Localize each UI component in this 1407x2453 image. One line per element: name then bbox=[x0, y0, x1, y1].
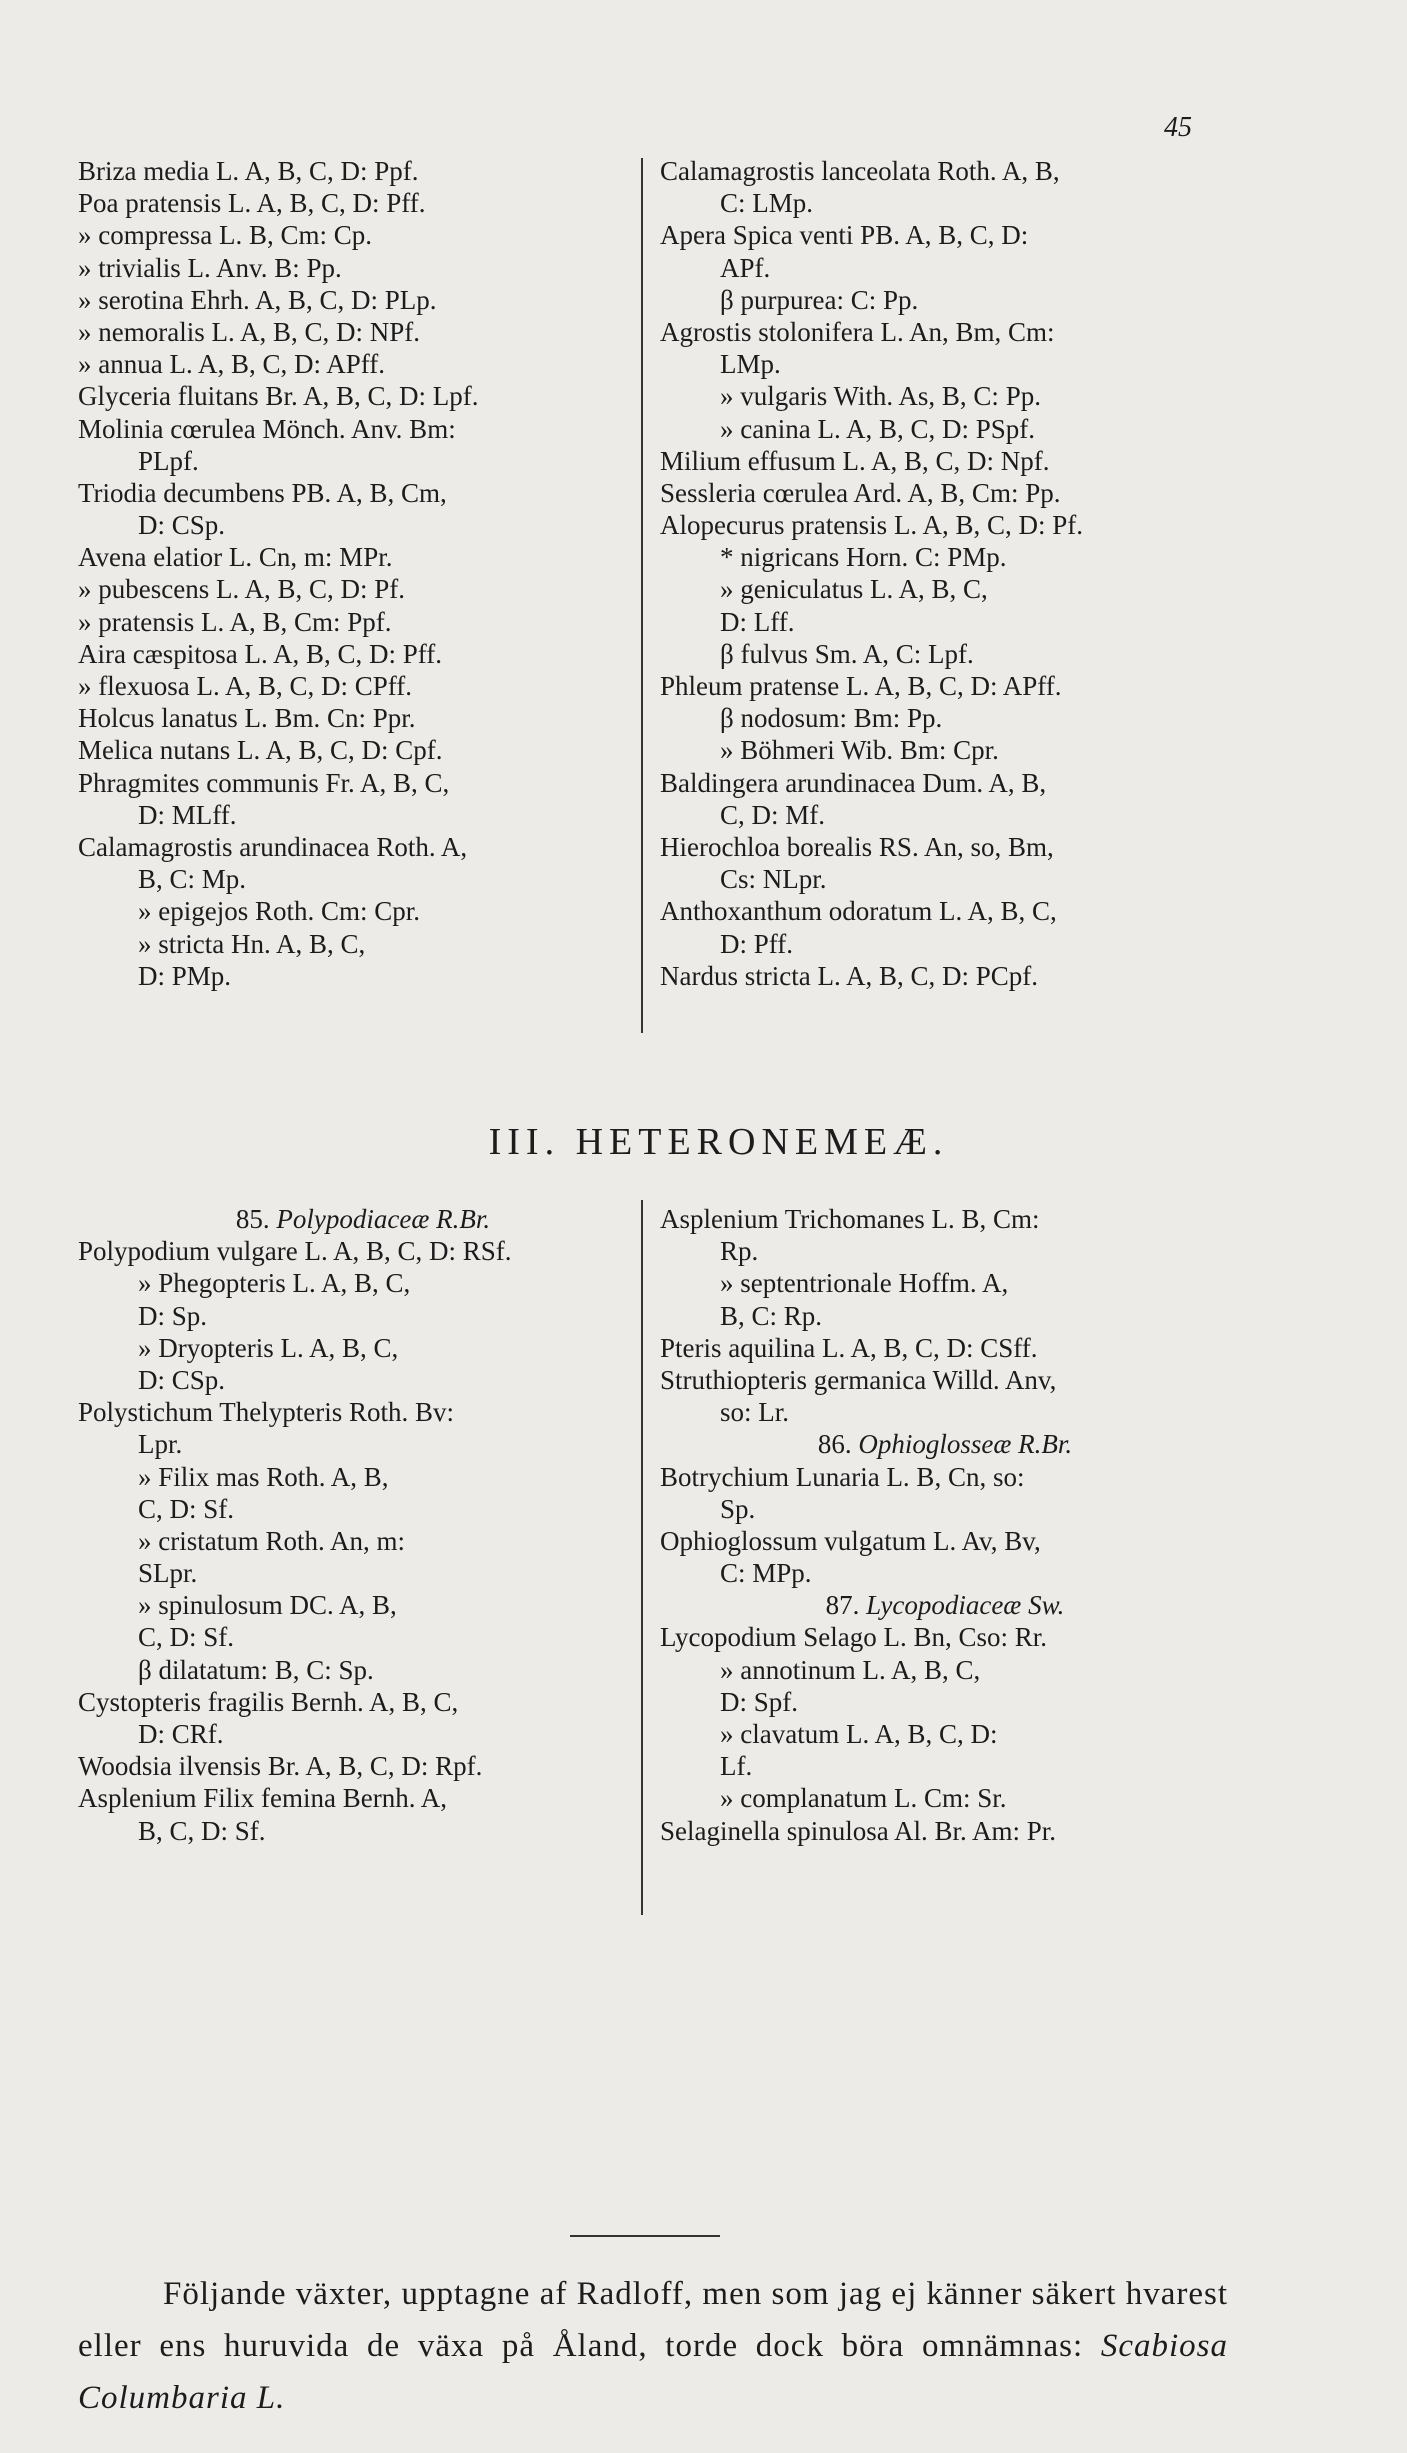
species-entry: Melica nutans L. A, B, C, D: Cpf. bbox=[78, 735, 443, 766]
species-entry: Agrostis stolonifera L. An, Bm, Cm: bbox=[660, 316, 1055, 347]
species-entry: Rp. bbox=[720, 1236, 759, 1267]
column-divider-bottom bbox=[641, 1200, 643, 1915]
species-entry: Avena elatior L. Cn, m: MPr. bbox=[78, 542, 393, 573]
species-entry: Cs: NLpr. bbox=[720, 864, 827, 895]
species-entry: » compressa L. B, Cm: Cp. bbox=[78, 220, 372, 251]
species-entry: Glyceria fluitans Br. A, B, C, D: Lpf. bbox=[78, 381, 479, 412]
species-entry: Aira cæspitosa L. A, B, C, D: Pff. bbox=[78, 638, 442, 669]
species-entry: Struthiopteris germanica Willd. Anv, bbox=[660, 1364, 1057, 1395]
closing-italic-tail: Scabiosa Columbaria L. bbox=[78, 2328, 1228, 2416]
species-entry: » annotinum L. A, B, C, bbox=[720, 1654, 981, 1685]
species-entry: Milium effusum L. A, B, C, D: Npf. bbox=[660, 445, 1050, 476]
family-heading bbox=[660, 1589, 1230, 1621]
species-entry: » spinulosum DC. A, B, bbox=[138, 1590, 397, 1621]
species-entry: Polypodium vulgare L. A, B, C, D: RSf. bbox=[78, 1236, 512, 1267]
species-entry: » complanatum L. Cm: Sr. bbox=[720, 1783, 1007, 1814]
species-entry: β fulvus Sm. A, C: Lpf. bbox=[720, 638, 974, 669]
species-entry: Anthoxanthum odoratum L. A, B, C, bbox=[660, 896, 1057, 927]
species-entry: Lpr. bbox=[138, 1429, 183, 1460]
species-entry: Holcus lanatus L. Bm. Cn: Ppr. bbox=[78, 703, 416, 734]
species-entry: C, D: Sf. bbox=[138, 1493, 235, 1524]
species-entry: Alopecurus pratensis L. A, B, C, D: Pf. bbox=[660, 510, 1083, 541]
species-entry: Phleum pratense L. A, B, C, D: APff. bbox=[660, 671, 1062, 701]
species-entry: Pteris aquilina L. A, B, C, D: CSff. bbox=[660, 1332, 1038, 1363]
family-number: 85. bbox=[235, 1204, 270, 1234]
species-entry: Asplenium Trichomanes L. B, Cm: bbox=[660, 1204, 1040, 1234]
right-column-bottom bbox=[660, 1203, 1230, 1847]
family-name: Ophioglosseæ R.Br. bbox=[858, 1429, 1073, 1460]
species-entry: Baldingera arundinacea Dum. A, B, bbox=[660, 767, 1047, 798]
species-entry: » cristatum Roth. An, m: bbox=[138, 1525, 405, 1556]
species-entry: D: Sp. bbox=[138, 1300, 208, 1331]
species-entry: Poa pratensis L. A, B, C, D: Pff. bbox=[78, 188, 426, 219]
species-entry: B, C: Mp. bbox=[138, 864, 247, 895]
species-entry: Sessleria cœrulea Ard. A, B, Cm: Pp. bbox=[660, 477, 1061, 508]
species-entry: » flexuosa L. A, B, C, D: CPff. bbox=[78, 671, 413, 701]
closing-text: Följande växter, upptagne af Radloff, men som jag ej känner säkert hvarest eller ens huruvida de växa på Åland, torde dock böra omnämnas: bbox=[78, 2276, 1228, 2364]
species-entry: » canina L. A, B, C, D: PSpf. bbox=[720, 413, 1035, 444]
species-entry: β nodosum: Bm: Pp. bbox=[720, 703, 943, 734]
species-entry: Asplenium Filix femina Bernh. A, bbox=[78, 1783, 447, 1814]
species-entry: » Phegopteris L. A, B, C, bbox=[138, 1268, 411, 1299]
family-number: 86. bbox=[817, 1429, 852, 1460]
species-entry: D: Lff. bbox=[720, 606, 795, 637]
section-title: III. HETERONEMEÆ. bbox=[488, 1121, 949, 1163]
species-entry: D: CSp. bbox=[138, 1364, 226, 1395]
species-entry: APf. bbox=[720, 252, 771, 283]
species-entry: » annua L. A, B, C, D: APff. bbox=[78, 349, 386, 380]
page-number: 45 bbox=[1164, 112, 1192, 143]
species-entry: » trivialis L. Anv. B: Pp. bbox=[78, 252, 342, 283]
species-entry: so: Lr. bbox=[720, 1397, 790, 1428]
species-entry: Ophioglossum vulgatum L. Av, Bv, bbox=[660, 1525, 1041, 1556]
species-entry: β purpurea: C: Pp. bbox=[720, 284, 919, 315]
species-entry: Briza media L. A, B, C, D: Ppf. bbox=[78, 156, 419, 186]
family-name: Polypodiaceæ R.Br. bbox=[276, 1204, 491, 1234]
species-entry: Polystichum Thelypteris Roth. Bv: bbox=[78, 1397, 455, 1428]
species-entry: Selaginella spinulosa Al. Br. Am: Pr. bbox=[660, 1815, 1057, 1846]
species-entry: » clavatum L. A, B, C, D: bbox=[720, 1719, 998, 1749]
closing-paragraph bbox=[78, 2268, 1228, 2424]
species-entry: Cystopteris fragilis Bernh. A, B, C, bbox=[78, 1686, 459, 1717]
species-entry: Calamagrostis lanceolata Roth. A, B, bbox=[660, 156, 1060, 186]
species-entry: » serotina Ehrh. A, B, C, D: PLp. bbox=[78, 284, 437, 315]
species-entry: SLpr. bbox=[138, 1558, 198, 1589]
species-entry: » septentrionale Hoffm. A, bbox=[720, 1268, 1009, 1299]
species-entry: Nardus stricta L. A, B, C, D: PCpf. bbox=[660, 960, 1038, 991]
species-entry: Phragmites communis Fr. A, B, C, bbox=[78, 767, 450, 798]
species-entry: D: CRf. bbox=[138, 1719, 224, 1749]
species-entry: » Dryopteris L. A, B, C, bbox=[138, 1332, 399, 1363]
footer-rule bbox=[570, 2235, 720, 2237]
species-entry: D: PMp. bbox=[138, 960, 232, 991]
species-entry: » pubescens L. A, B, C, D: Pf. bbox=[78, 574, 405, 605]
species-entry: Hierochloa borealis RS. An, so, Bm, bbox=[660, 831, 1054, 862]
species-entry: PLpf. bbox=[138, 445, 199, 476]
species-entry: β dilatatum: B, C: Sp. bbox=[138, 1654, 374, 1685]
species-entry: Botrychium Lunaria L. B, Cn, so: bbox=[660, 1461, 1025, 1492]
family-heading bbox=[78, 1203, 648, 1235]
species-entry: B, C: Rp. bbox=[720, 1300, 823, 1331]
right-column-top bbox=[660, 155, 1230, 992]
family-name: Lycopodiaceæ Sw. bbox=[866, 1590, 1065, 1621]
species-entry: Lf. bbox=[720, 1751, 753, 1782]
species-entry: » Filix mas Roth. A, B, bbox=[138, 1461, 389, 1492]
species-entry: C: MPp. bbox=[720, 1558, 812, 1589]
species-entry: * nigricans Horn. C: PMp. bbox=[720, 542, 1007, 573]
species-entry: Sp. bbox=[720, 1493, 756, 1524]
species-entry: » pratensis L. A, B, Cm: Ppf. bbox=[78, 606, 392, 637]
column-divider-top bbox=[641, 158, 643, 1033]
species-entry: Triodia decumbens PB. A, B, Cm, bbox=[78, 477, 447, 508]
species-entry: D: MLff. bbox=[138, 799, 237, 830]
species-entry: C: LMp. bbox=[720, 188, 814, 219]
species-entry: LMp. bbox=[720, 349, 781, 380]
species-entry: Apera Spica venti PB. A, B, C, D: bbox=[660, 220, 1029, 251]
species-entry: C, D: Mf. bbox=[720, 799, 826, 830]
species-entry: B, C, D: Sf. bbox=[138, 1815, 266, 1846]
species-entry: » geniculatus L. A, B, C, bbox=[720, 574, 988, 605]
species-entry: C, D: Sf. bbox=[138, 1622, 235, 1653]
left-column-bottom bbox=[78, 1203, 648, 1847]
species-entry: D: Spf. bbox=[720, 1686, 799, 1717]
species-entry: D: Pff. bbox=[720, 928, 794, 959]
family-heading bbox=[660, 1428, 1230, 1460]
species-entry: Lycopodium Selago L. Bn, Cso: Rr. bbox=[660, 1622, 1048, 1653]
family-number: 87. bbox=[825, 1590, 860, 1621]
species-entry: » stricta Hn. A, B, C, bbox=[138, 928, 366, 959]
species-entry: » Böhmeri Wib. Bm: Cpr. bbox=[720, 735, 999, 766]
species-entry: Woodsia ilvensis Br. A, B, C, D: Rpf. bbox=[78, 1751, 483, 1782]
species-entry: » nemoralis L. A, B, C, D: NPf. bbox=[78, 316, 420, 347]
species-entry: D: CSp. bbox=[138, 510, 226, 541]
left-column-top bbox=[78, 155, 648, 992]
species-entry: » epigejos Roth. Cm: Cpr. bbox=[138, 896, 421, 927]
species-entry: » vulgaris With. As, B, C: Pp. bbox=[720, 381, 1041, 412]
species-entry: Calamagrostis arundinacea Roth. A, bbox=[78, 831, 468, 862]
species-entry: Molinia cœrulea Mönch. Anv. Bm: bbox=[78, 413, 456, 444]
